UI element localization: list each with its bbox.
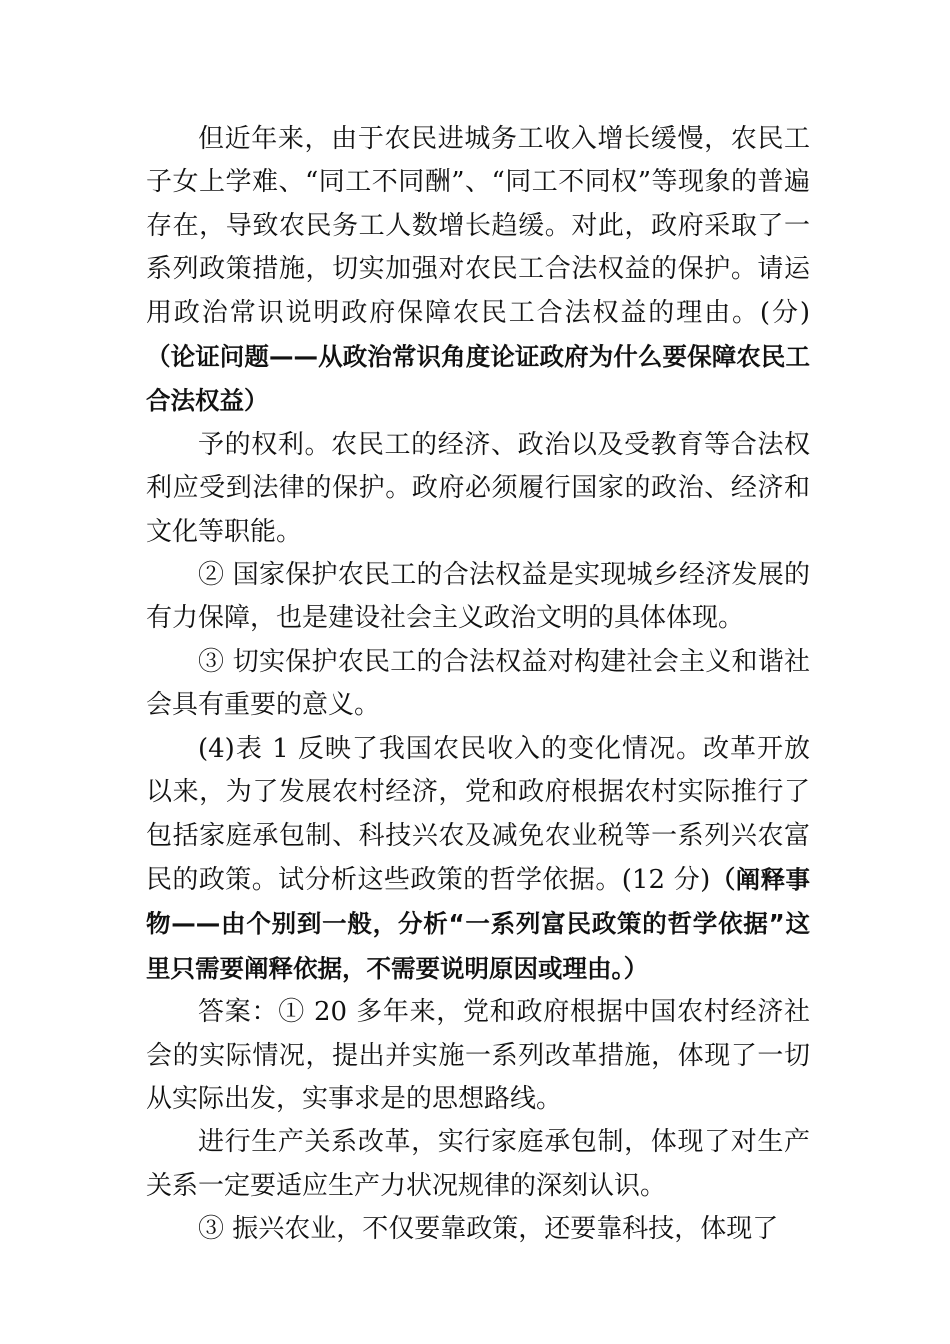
question-3-text: 但近年来，由于农民进城务工收入增长缓慢，农民工子女上学难、“同工不同酬”、“同工不同权”等现象的普遍存在，导致农民务工人数增长趋缓。对此，政府采取了一系列政策措施，切实加强对农民工合法权益的保护。请运用政治常识说明政府保障农民工合法权益的理由。(分)	[146, 124, 810, 328]
paragraph-answer-3-part-2: ② 国家保护农民工的合法权益是实现城乡经济发展的有力保障，也是建设社会主义政治文明的具体体现。	[146, 560, 810, 634]
paragraph-answer-4-part-2: 进行生产关系改革，实行家庭承包制，体现了对生产关系一定要适应生产力状况规律的深刻认识。	[146, 1127, 810, 1201]
document-body	[146, 118, 810, 1252]
paragraph-question-4	[146, 728, 810, 991]
question-4-text: (4)表 1 反映了我国农民收入的变化情况。改革开放以来，为了发展农村经济，党和政府根据农村实际推行了包括家庭承包制、科技兴农及减免农业税等一系列兴农富民的政策。试分析这些政策的哲学依据。(12 分)	[146, 733, 810, 895]
paragraph-answer-3-part-1: 予的权利。农民工的经济、政治以及受教育等合法权利应受到法律的保护。政府必须履行国家的政治、经济和文化等职能。	[146, 429, 810, 547]
paragraph-answer-4-part-1: 答案：① 20 多年来，党和政府根据中国农村经济社会的实际情况，提出并实施一系列改革措施，体现了一切从实际出发，实事求是的思想路线。	[146, 997, 810, 1114]
paragraph-question-3	[146, 118, 810, 424]
question-3-annotation: （论证问题——从政治常识角度论证政府为什么要保障农民工合法权益）	[146, 342, 810, 416]
paragraph-answer-3-part-3: ③ 切实保护农民工的合法权益对构建社会主义和谐社会具有重要的意义。	[146, 646, 810, 721]
paragraph-answer-4-part-3: ③ 振兴农业，不仅要靠政策，还要靠科技，体现了	[198, 1214, 779, 1245]
question-4-annotation: （阐释事物——由个别到一般，分析“一系列富民政策的哲学依据”这里只需要阐释依据，不需要说明原因或理由。）	[146, 864, 811, 983]
